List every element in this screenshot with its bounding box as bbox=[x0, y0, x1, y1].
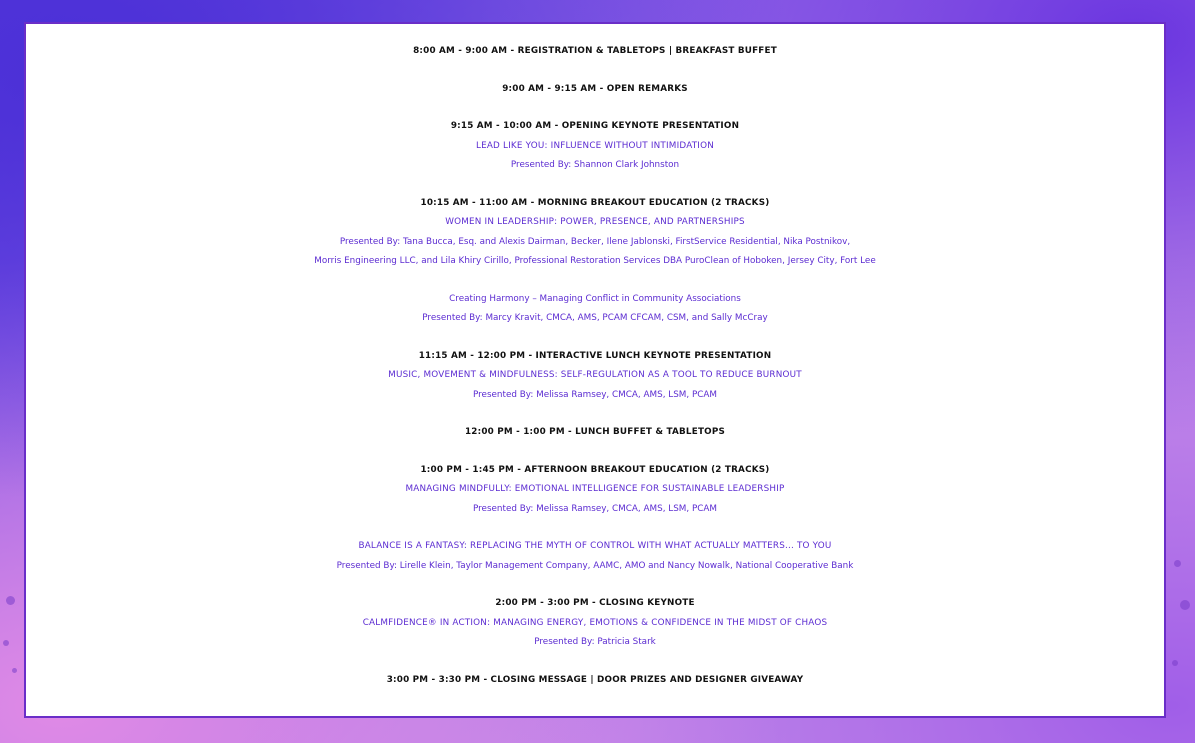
session-time-line: 10:15 AM - 11:00 AM - MORNING BREAKOUT EDUCATION (2 TRACKS) bbox=[420, 197, 770, 208]
session-time-line: 2:00 PM - 3:00 PM - CLOSING KEYNOTE bbox=[495, 598, 695, 608]
session-time-line: 11:15 AM - 12:00 PM - INTERACTIVE LUNCH KEYNOTE PRESENTATION bbox=[418, 350, 772, 361]
agenda-session bbox=[26, 117, 1164, 176]
session-time-line: 8:00 AM - 9:00 AM - REGISTRATION & TABLETOPS | BREAKFAST BUFFET bbox=[413, 46, 777, 56]
session-presenter: Presented By: Tana Bucca, Esq. and Alexis Dairman, Becker, Ilene Jablonski, FirstService Residential, Nika Postnikov, bbox=[339, 236, 851, 247]
session-title: MANAGING MINDFULLY: EMOTIONAL INTELLIGENCE FOR SUSTAINABLE LEADERSHIP bbox=[405, 484, 785, 494]
session-presenter: Morris Engineering LLC, and Lila Khiry Cirillo, Professional Restoration Services DBA PuroClean of Hoboken, Jersey City, Fort Lee bbox=[314, 256, 876, 266]
session-presenter: Presented By: Melissa Ramsey, CMCA, AMS, LSM, PCAM bbox=[472, 389, 718, 400]
session-time-line: 9:00 AM - 9:15 AM - OPEN REMARKS bbox=[502, 83, 688, 94]
session-time-line: 12:00 PM - 1:00 PM - LUNCH BUFFET & TABLETOPS bbox=[464, 427, 726, 437]
background-speck bbox=[3, 640, 9, 646]
agenda-session bbox=[26, 42, 1164, 62]
background-speck bbox=[1180, 600, 1190, 610]
agenda-session bbox=[26, 537, 1164, 576]
agenda-card bbox=[24, 22, 1166, 718]
session-presenter: Presented By: Marcy Kravit, CMCA, AMS, PCAM CFCAM, CSM, and Sally McCray bbox=[422, 313, 768, 323]
agenda-list bbox=[26, 42, 1164, 708]
agenda-session bbox=[26, 80, 1164, 100]
session-title: LEAD LIKE YOU: INFLUENCE WITHOUT INTIMIDATION bbox=[475, 140, 715, 151]
agenda-session bbox=[26, 347, 1164, 406]
session-time-line: 1:00 PM - 1:45 PM - AFTERNOON BREAKOUT EDUCATION (2 TRACKS) bbox=[420, 464, 770, 475]
session-time-line: 9:15 AM - 10:00 AM - OPENING KEYNOTE PRESENTATION bbox=[450, 121, 740, 131]
background-speck bbox=[1174, 560, 1181, 567]
session-time-line: 3:00 PM - 3:30 PM - CLOSING MESSAGE | DOOR PRIZES AND DESIGNER GIVEAWAY bbox=[386, 674, 804, 685]
session-title: Creating Harmony – Managing Conflict in Community Associations bbox=[449, 293, 741, 304]
session-presenter: Presented By: Patricia Stark bbox=[534, 637, 656, 647]
background-speck bbox=[6, 596, 15, 605]
session-title: BALANCE IS A FANTASY: REPLACING THE MYTH OF CONTROL WITH WHAT ACTUALLY MATTERS... TO YOU bbox=[358, 541, 832, 551]
agenda-session bbox=[26, 423, 1164, 443]
session-title: CALMFIDENCE® IN ACTION: MANAGING ENERGY, EMOTIONS & CONFIDENCE IN THE MIDST OF CHAOS bbox=[362, 617, 828, 628]
agenda-session bbox=[26, 671, 1164, 691]
session-presenter: Presented By: Lirelle Klein, Taylor Management Company, AAMC, AMO and Nancy Nowalk, National Cooperative Bank bbox=[336, 560, 854, 571]
agenda-session bbox=[26, 461, 1164, 520]
agenda-session bbox=[26, 290, 1164, 329]
session-presenter: Presented By: Melissa Ramsey, CMCA, AMS, LSM, PCAM bbox=[472, 503, 718, 514]
session-title: MUSIC, MOVEMENT & MINDFULNESS: SELF-REGULATION AS A TOOL TO REDUCE BURNOUT bbox=[388, 370, 802, 380]
agenda-session bbox=[26, 194, 1164, 272]
agenda-session bbox=[26, 594, 1164, 653]
session-presenter: Presented By: Shannon Clark Johnston bbox=[510, 160, 680, 170]
background-speck bbox=[1172, 660, 1178, 666]
session-title: WOMEN IN LEADERSHIP: POWER, PRESENCE, AND PARTNERSHIPS bbox=[445, 217, 745, 227]
background-speck bbox=[12, 668, 17, 673]
